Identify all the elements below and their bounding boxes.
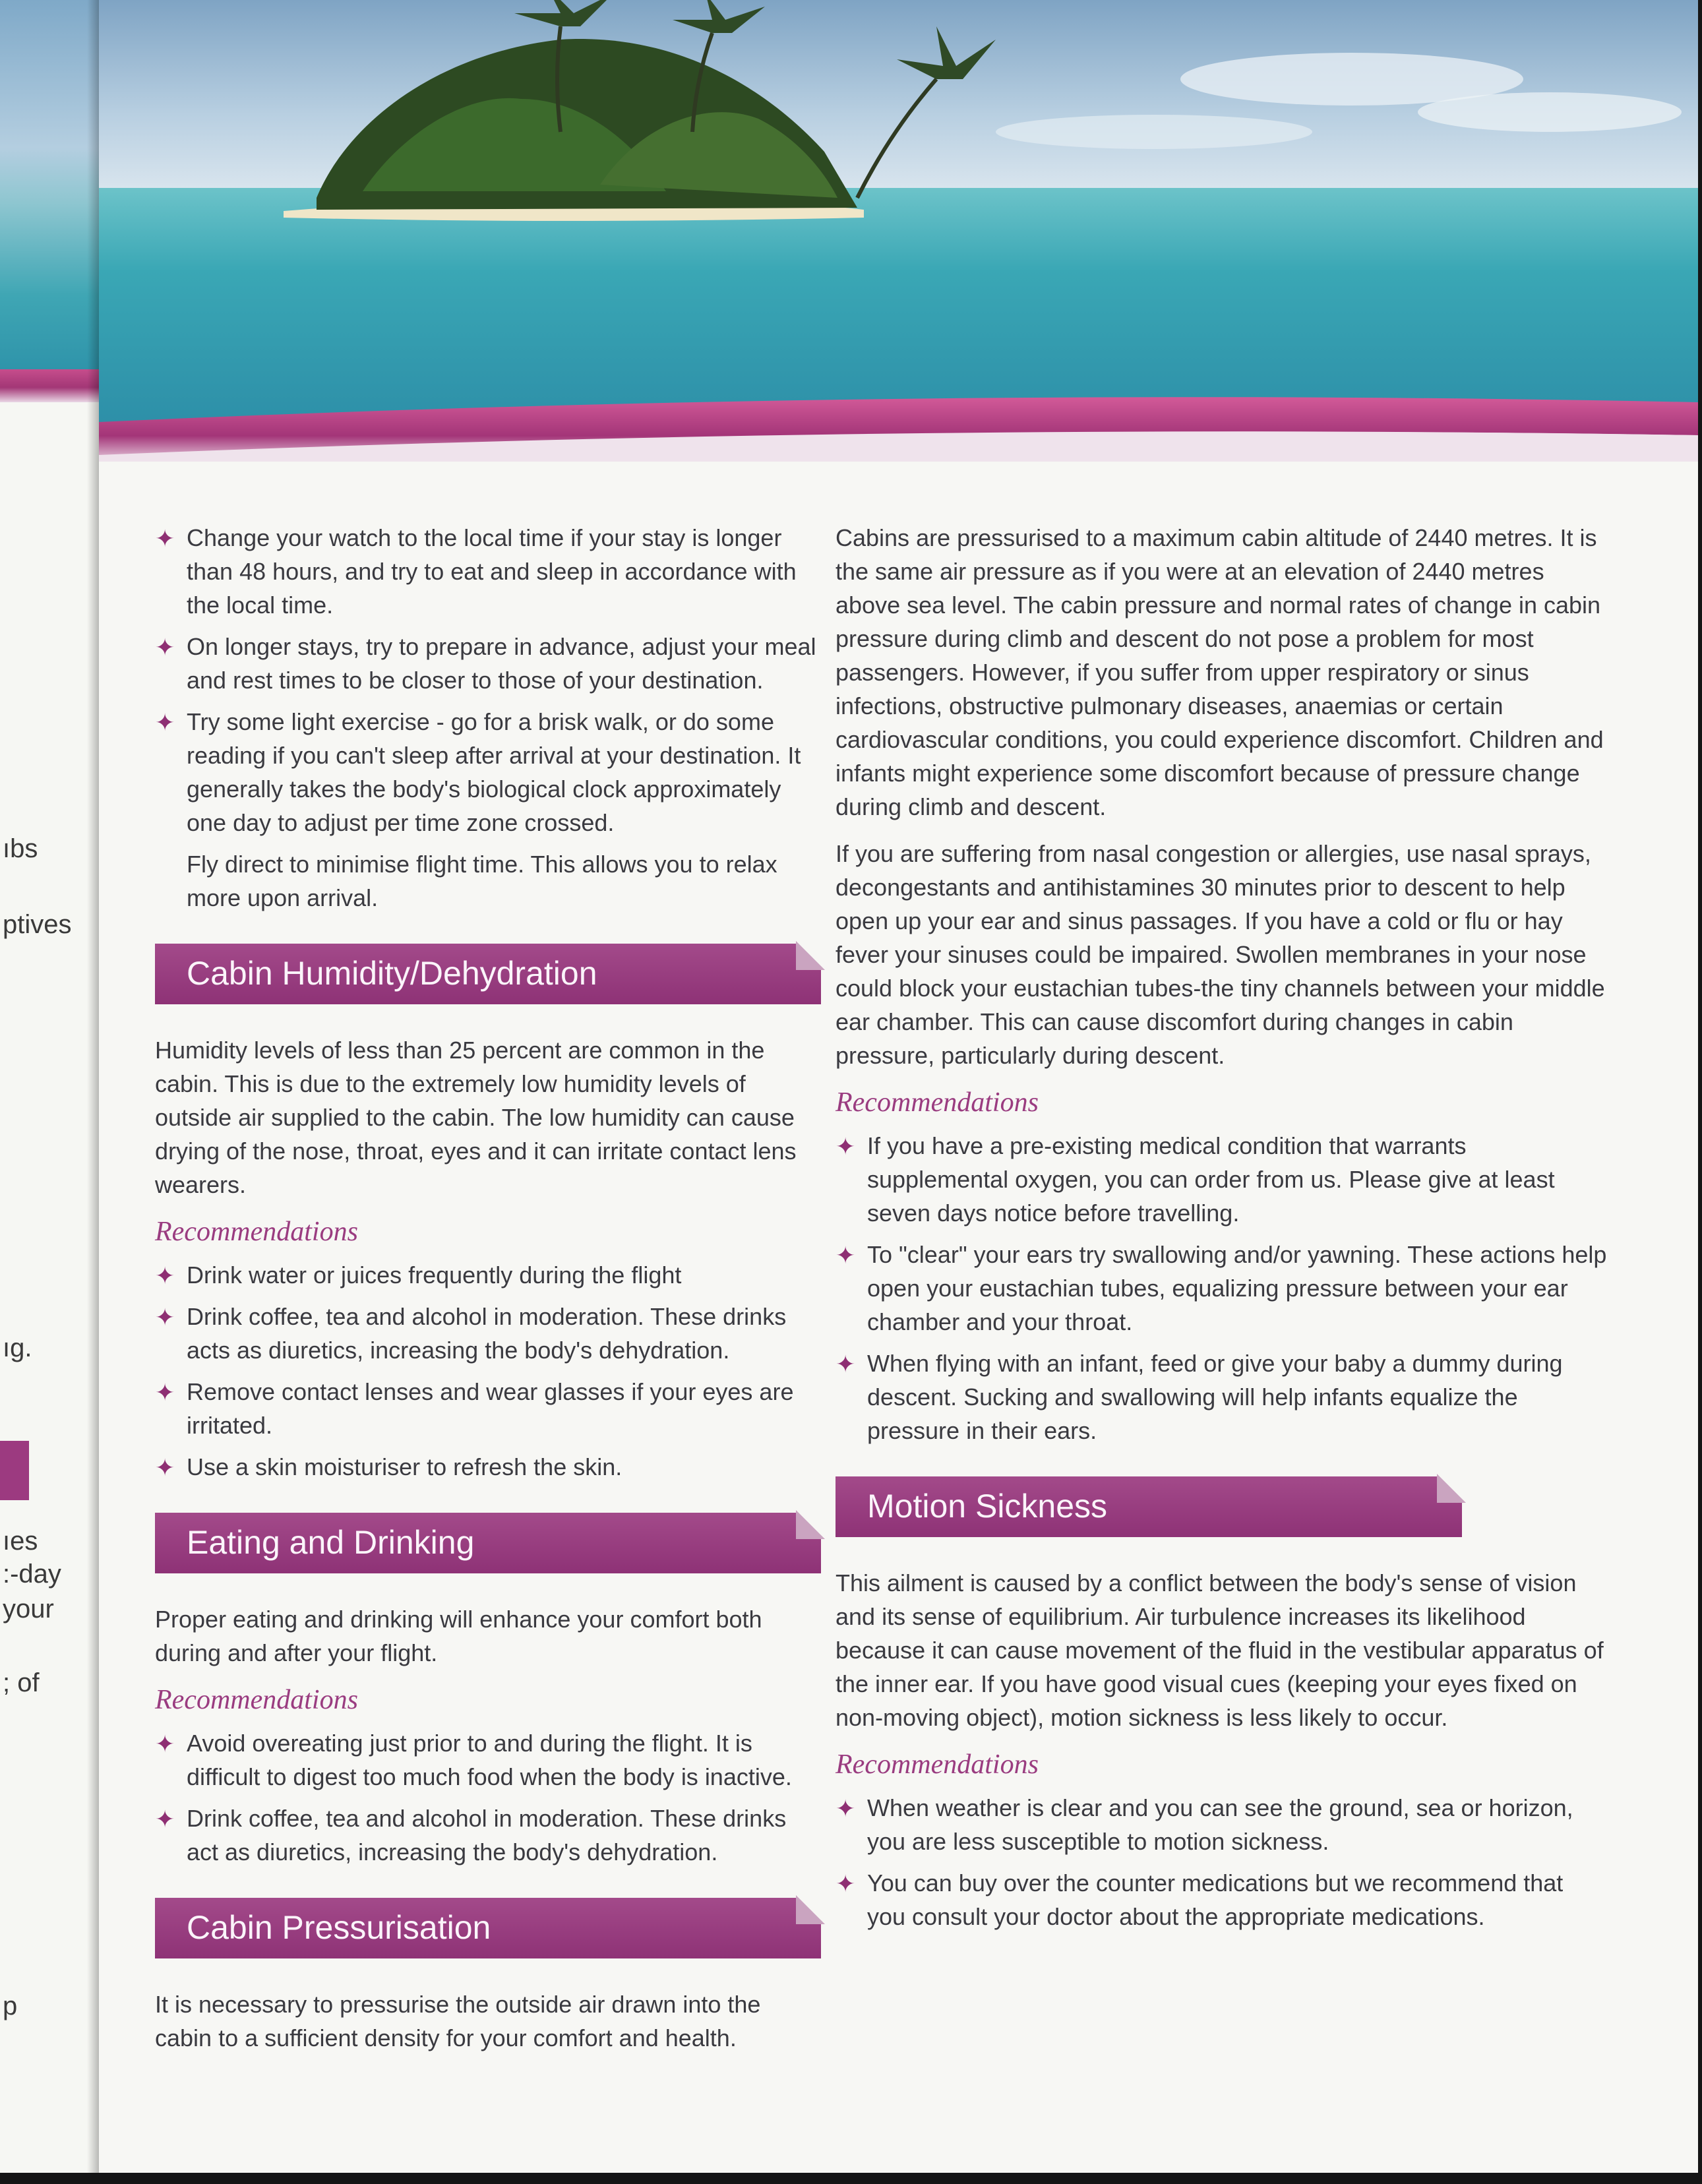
jet-lag-bullets bbox=[155, 521, 821, 839]
star-bullet-icon: ✦ bbox=[155, 634, 175, 661]
pressure-recommendations bbox=[836, 1129, 1607, 1447]
pressure-paragraph-1: Cabins are pressurised to a maximum cabin altitude of 2440 metres. It is the same air pressure as if you were at an elevation of 2440 metres above sea level. The cabin pressure and normal rates of change in cabin pressure during climb and descent do not pose a problem for most passengers. However, if you suffer from upper respiratory or sinus infections, obstructive pulmonary diseases, anaemias or certain cardiovascular conditions, you could experience discomfort. Children and infants might experience some discomfort because of pressure change during climb and descent. bbox=[836, 524, 1604, 820]
humidity-paragraph: Humidity levels of less than 25 percent are common in the cabin. This is due to the extremely low humidity levels of outside air supplied to the cabin. The low humidity can cause drying of the nose, throat, eyes and it can irritate contact lens wearers. bbox=[155, 1037, 797, 1198]
list-item: ✦ Use a skin moisturiser to refresh the skin. bbox=[155, 1450, 821, 1484]
previous-page-sky bbox=[0, 0, 99, 369]
star-bullet-icon: ✦ bbox=[836, 1795, 856, 1822]
previous-page-edge bbox=[0, 0, 99, 2173]
section-heading-label: Eating and Drinking bbox=[187, 1524, 475, 1561]
list-item: ✦ Remove contact lenses and wear glasses if your eyes are irritated. bbox=[155, 1375, 821, 1442]
previous-page-fragment: ptives bbox=[3, 910, 72, 939]
star-bullet-icon: ✦ bbox=[836, 1242, 856, 1269]
recommendations-label: Recommendations bbox=[155, 1217, 358, 1247]
recommendations-label: Recommendations bbox=[836, 1087, 1039, 1118]
star-bullet-icon: ✦ bbox=[836, 1133, 856, 1160]
previous-page-fragment: your bbox=[3, 1594, 54, 1623]
folded-corner bbox=[796, 1510, 825, 1539]
previous-page-fragment: ıes bbox=[3, 1527, 38, 1556]
right-column bbox=[836, 521, 1607, 1941]
star-bullet-icon: ✦ bbox=[155, 525, 175, 552]
section-heading-pressurisation bbox=[155, 1898, 821, 1958]
list-item: ✦ When weather is clear and you can see the ground, sea or horizon, you are less susceptible to motion sickness. bbox=[836, 1791, 1607, 1858]
list-item: ✦ Change your watch to the local time if your stay is longer than 48 hours, and try to eat and sleep in accordance with the local time. bbox=[155, 521, 821, 622]
list-item: ✦ Avoid overeating just prior to and during the flight. It is difficult to digest too much food when the body is inactive. bbox=[155, 1726, 821, 1794]
list-item: ✦ When flying with an infant, feed or give your baby a dummy during descent. Sucking and swallowing will help infants equalize the pressure in their ears. bbox=[836, 1347, 1607, 1447]
recommendations-label: Recommendations bbox=[836, 1749, 1039, 1780]
recommendations-label: Recommendations bbox=[155, 1685, 358, 1715]
section-heading-label: Cabin Humidity/Dehydration bbox=[187, 955, 597, 992]
previous-page-fragment: p bbox=[3, 1991, 18, 2020]
previous-page-fragment: ıbs bbox=[3, 834, 38, 863]
folded-corner bbox=[796, 941, 825, 970]
list-item: ✦ Drink water or juices frequently during the flight bbox=[155, 1258, 821, 1292]
motion-paragraph: This ailment is caused by a conflict between the body's sense of vision and its sense of equilibrium. Air turbulence increases its likelihood because it can cause movement of the fluid in the vestibular apparatus of the inner ear. If you have good visual cues (keeping your eyes fixed on non-moving object), motion sickness is less likely to occur. bbox=[836, 1569, 1604, 1731]
star-bullet-icon: ✦ bbox=[155, 1805, 175, 1833]
star-bullet-icon: ✦ bbox=[155, 1379, 175, 1406]
section-heading-motion bbox=[836, 1476, 1462, 1537]
previous-page-band bbox=[0, 369, 99, 402]
star-bullet-icon: ✦ bbox=[836, 1870, 856, 1897]
star-bullet-icon: ✦ bbox=[836, 1350, 856, 1378]
previous-page-tab bbox=[0, 1441, 29, 1500]
eating-paragraph: Proper eating and drinking will enhance your comfort both during and after your flight. bbox=[155, 1606, 762, 1666]
star-bullet-icon: ✦ bbox=[155, 1304, 175, 1331]
previous-page-fragment: :-day bbox=[3, 1560, 61, 1589]
list-item: ✦ To "clear" your ears try swallowing and/or yawning. These actions help open your eustachian tubes, equalizing pressure between your ear chamber and your throat. bbox=[836, 1238, 1607, 1339]
pressurisation-paragraph: It is necessary to pressurise the outside air drawn into the cabin to a sufficient density for your comfort and health. bbox=[155, 1991, 761, 2051]
previous-page-fragment: ; of bbox=[3, 1668, 40, 1697]
section-heading-label: Cabin Pressurisation bbox=[187, 1909, 491, 1946]
section-heading-humidity bbox=[155, 944, 821, 1004]
list-item: ✦ If you have a pre-existing medical condition that warrants supplemental oxygen, you can order from us. Please give at least seven days notice before travelling. bbox=[836, 1129, 1607, 1230]
motion-recommendations bbox=[836, 1791, 1607, 1933]
star-bullet-icon: ✦ bbox=[155, 1454, 175, 1481]
list-item: ✦ Drink coffee, tea and alcohol in moderation. These drinks act as diuretics, increasing the body's dehydration. bbox=[155, 1802, 821, 1869]
folded-corner bbox=[796, 1895, 825, 1924]
pressure-paragraph-2: If you are suffering from nasal congestion or allergies, use nasal sprays, decongestants and antihistamines 30 minutes prior to descent to help open up your ear and sinus passages. If you have a cold or flu or hay fever your sinuses could be impaired. Swollen membranes in your nose could block your eustachian tubes-the tiny channels between your middle ear chamber. This can cause discomfort during changes in cabin pressure, particularly during descent. bbox=[836, 840, 1605, 1069]
star-bullet-icon: ✦ bbox=[155, 709, 175, 736]
page-gutter-shadow bbox=[87, 0, 99, 2173]
previous-page-fragment: ıg. bbox=[3, 1333, 32, 1362]
star-bullet-icon: ✦ bbox=[155, 1262, 175, 1289]
folded-corner bbox=[1437, 1474, 1466, 1503]
list-item: ✦ You can buy over the counter medications but we recommend that you consult your doctor about the appropriate medications. bbox=[836, 1866, 1607, 1933]
eating-recommendations bbox=[155, 1726, 821, 1869]
section-heading-eating bbox=[155, 1513, 821, 1573]
list-item: ✦ Try some light exercise - go for a brisk walk, or do some reading if you can't sleep after arrival at your destination. It generally takes the body's biological clock approximately one day to adjust per time zone crossed. bbox=[155, 705, 821, 839]
left-column bbox=[155, 521, 821, 2068]
tropical-island-photo bbox=[99, 0, 1698, 462]
list-item: ✦ On longer stays, try to prepare in advance, adjust your meal and rest times to be closer to those of your destination. bbox=[155, 630, 821, 697]
list-item: ✦ Drink coffee, tea and alcohol in moderation. These drinks acts as diuretics, increasing the body's dehydration. bbox=[155, 1300, 821, 1367]
star-bullet-icon: ✦ bbox=[155, 1730, 175, 1757]
brochure-page bbox=[99, 0, 1698, 2173]
intro-tail-paragraph: Fly direct to minimise flight time. This allows you to relax more upon arrival. bbox=[187, 851, 777, 911]
humidity-recommendations bbox=[155, 1258, 821, 1484]
section-heading-label: Motion Sickness bbox=[867, 1488, 1108, 1525]
